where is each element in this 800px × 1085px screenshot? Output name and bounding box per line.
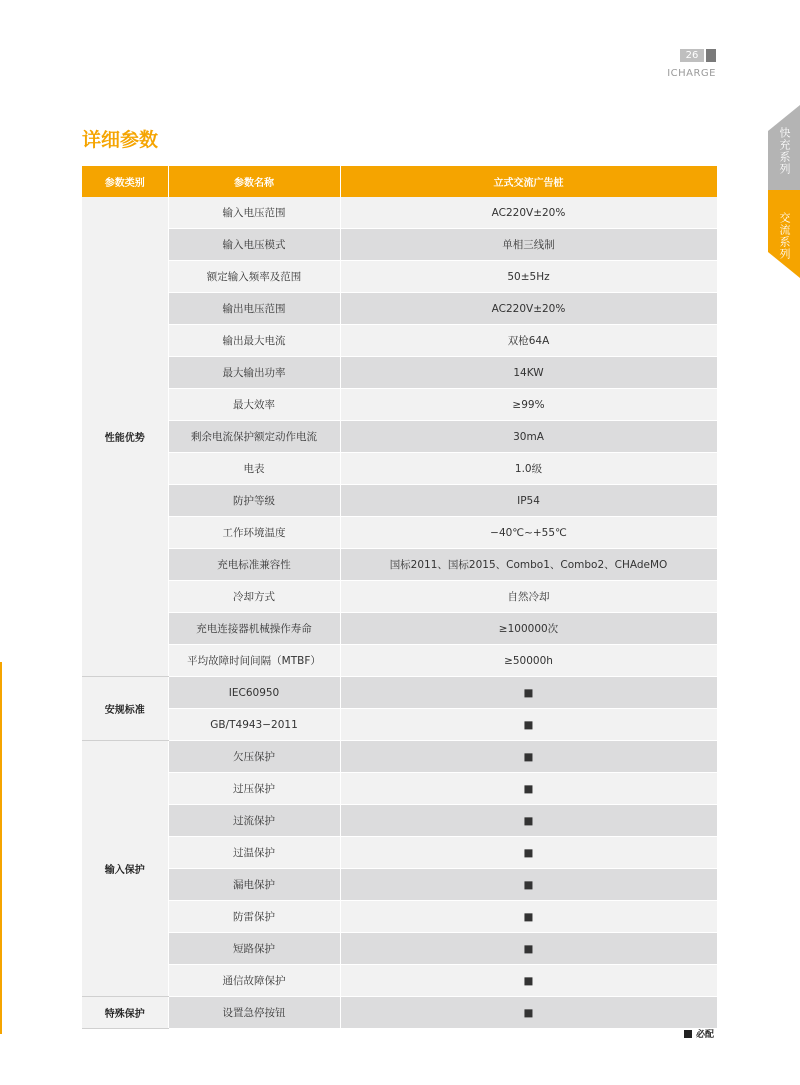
param-name-cell: 最大效率 [168, 389, 340, 421]
param-name-cell: 输出最大电流 [168, 325, 340, 357]
table-row [82, 325, 717, 357]
table-row [82, 581, 717, 613]
section-title: 详细参数 [82, 129, 159, 151]
param-value-cell: 1.0级 [340, 453, 717, 485]
left-accent-bar [0, 662, 2, 1034]
param-name-cell: 防雷保护 [168, 901, 340, 933]
param-value-cell: ≥50000h [340, 645, 717, 677]
param-name-cell: 额定输入频率及范围 [168, 261, 340, 293]
param-value-cell: ■ [340, 869, 717, 901]
brand-label: ICHARGE [667, 68, 716, 79]
param-name-cell: 漏电保护 [168, 869, 340, 901]
param-value-cell: ■ [340, 741, 717, 773]
param-name-cell: 欠压保护 [168, 741, 340, 773]
param-name-cell: 剩余电流保护额定动作电流 [168, 421, 340, 453]
param-value-cell: ■ [340, 933, 717, 965]
legend-label: 必配 [696, 1030, 715, 1040]
spec-table-body [82, 197, 717, 1029]
side-tabs [768, 0, 800, 300]
param-name-cell: 充电连接器机械操作寿命 [168, 613, 340, 645]
param-value-cell: 30mA [340, 421, 717, 453]
param-name-cell: 冷却方式 [168, 581, 340, 613]
param-name-cell: 工作环境温度 [168, 517, 340, 549]
table-row [82, 709, 717, 741]
category-cell: 性能优势 [82, 197, 168, 677]
table-row [82, 357, 717, 389]
table-row [82, 965, 717, 997]
param-value-cell: ≥100000次 [340, 613, 717, 645]
param-value-cell: IP54 [340, 485, 717, 517]
param-value-cell: 国标2011、国标2015、Combo1、Combo2、CHAdeMO [340, 549, 717, 581]
legend [684, 1027, 714, 1040]
header-param-name: 参数名称 [168, 166, 340, 197]
table-row [82, 549, 717, 581]
param-value-cell: AC220V±20% [340, 293, 717, 325]
table-row [82, 485, 717, 517]
page-number: 26 [680, 49, 704, 62]
param-value-cell: −40℃~+55℃ [340, 517, 717, 549]
tab-ac-series[interactable] [768, 190, 800, 278]
table-row [82, 773, 717, 805]
table-row [82, 293, 717, 325]
tab-ac-label: 交流系列 [778, 212, 791, 260]
table-row [82, 997, 717, 1029]
param-value-cell: 50±5Hz [340, 261, 717, 293]
table-row [82, 229, 717, 261]
page-number-block [706, 49, 716, 62]
param-value-cell: ≥99% [340, 389, 717, 421]
table-row [82, 389, 717, 421]
spec-table [82, 166, 718, 1029]
legend-square-icon [684, 1030, 692, 1038]
table-row [82, 261, 717, 293]
table-row [82, 453, 717, 485]
table-row [82, 741, 717, 773]
table-row [82, 645, 717, 677]
param-name-cell: 过温保护 [168, 837, 340, 869]
param-name-cell: 设置急停按钮 [168, 997, 340, 1029]
param-name-cell: 输入电压模式 [168, 229, 340, 261]
param-name-cell: 平均故障时间间隔（MTBF） [168, 645, 340, 677]
param-value-cell: 自然冷却 [340, 581, 717, 613]
param-name-cell: 短路保护 [168, 933, 340, 965]
table-row [82, 805, 717, 837]
param-value-cell: 双枪64A [340, 325, 717, 357]
param-value-cell: ■ [340, 773, 717, 805]
param-value-cell: ■ [340, 709, 717, 741]
category-cell: 安规标准 [82, 677, 168, 741]
param-name-cell: 过流保护 [168, 805, 340, 837]
param-value-cell: ■ [340, 997, 717, 1029]
param-name-cell: 通信故障保护 [168, 965, 340, 997]
param-value-cell: ■ [340, 805, 717, 837]
param-value-cell: ■ [340, 965, 717, 997]
param-name-cell: 过压保护 [168, 773, 340, 805]
param-value-cell: ■ [340, 837, 717, 869]
param-value-cell: AC220V±20% [340, 197, 717, 229]
tab-fast-series[interactable] [768, 105, 800, 193]
param-name-cell: 充电标准兼容性 [168, 549, 340, 581]
table-row [82, 837, 717, 869]
table-row [82, 933, 717, 965]
table-row [82, 901, 717, 933]
table-row [82, 421, 717, 453]
param-name-cell: 电表 [168, 453, 340, 485]
param-name-cell: GB/T4943−2011 [168, 709, 340, 741]
table-row [82, 197, 717, 229]
param-name-cell: 防护等级 [168, 485, 340, 517]
table-header-row [82, 166, 717, 197]
table-row [82, 869, 717, 901]
param-name-cell: IEC60950 [168, 677, 340, 709]
table-row [82, 613, 717, 645]
param-value-cell: ■ [340, 677, 717, 709]
param-name-cell: 输出电压范围 [168, 293, 340, 325]
table-row [82, 517, 717, 549]
param-name-cell: 输入电压范围 [168, 197, 340, 229]
param-value-cell: ■ [340, 901, 717, 933]
param-value-cell: 单相三线制 [340, 229, 717, 261]
header-product: 立式交流广告桩 [340, 166, 717, 197]
table-row [82, 677, 717, 709]
category-cell: 输入保护 [82, 741, 168, 997]
category-cell: 特殊保护 [82, 997, 168, 1029]
tab-fast-label: 快充系列 [778, 127, 791, 175]
header-category: 参数类别 [82, 166, 168, 197]
param-name-cell: 最大输出功率 [168, 357, 340, 389]
param-value-cell: 14KW [340, 357, 717, 389]
